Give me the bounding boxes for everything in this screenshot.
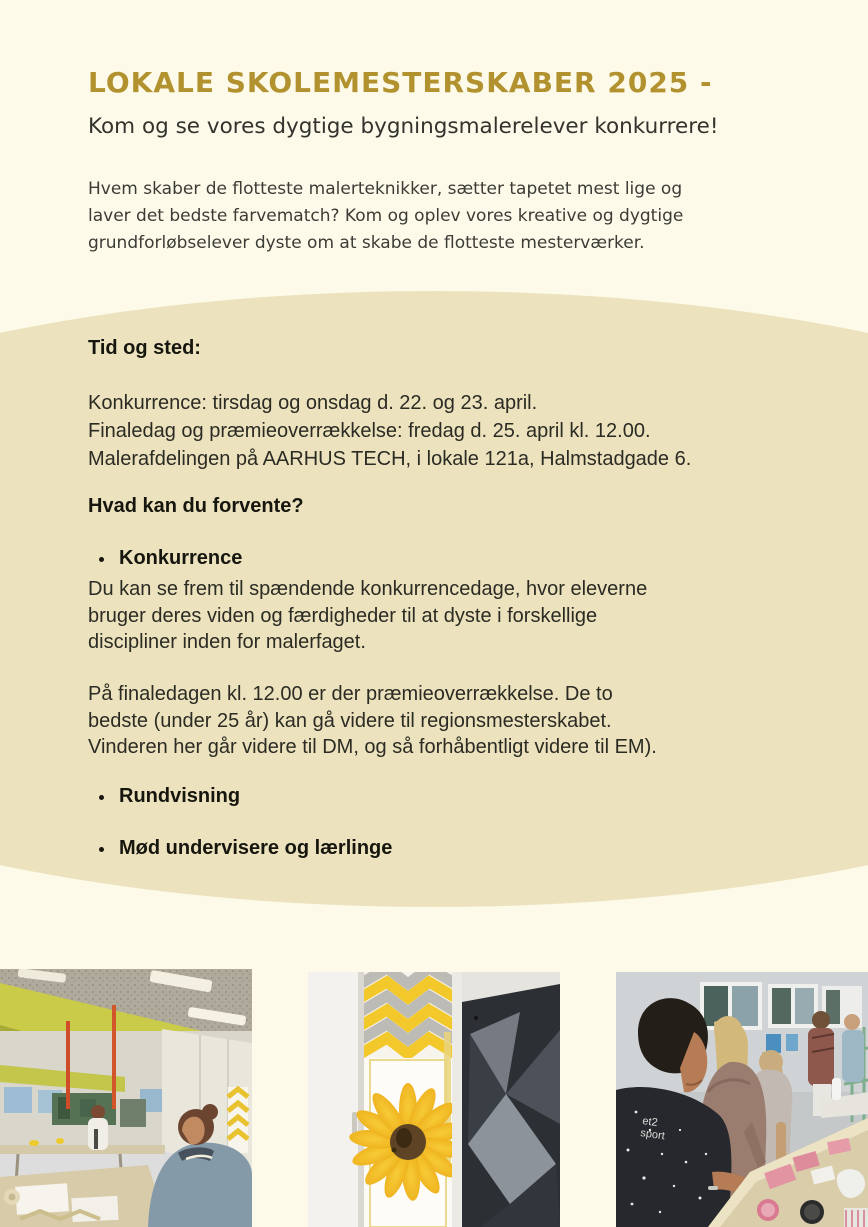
chevron-sunflower-illustration <box>308 972 560 1227</box>
students-working-illustration <box>616 972 868 1227</box>
finale-paragraph <box>88 681 657 761</box>
wall-chevron-sample <box>228 1087 248 1153</box>
paragraph-line: discipliner inden for malerfaget. <box>88 631 366 653</box>
students-color-samples-photo <box>616 972 868 1227</box>
hanging-strap <box>66 1021 70 1109</box>
bullet-dot <box>99 847 104 852</box>
paragraph-line: Du kan se frem til spændende konkurrencedage, hvor eleverne <box>88 578 648 600</box>
bullet-dot <box>99 795 104 800</box>
konkurrence-paragraph <box>88 576 647 656</box>
intro-line: Hvem skaber de flotteste malerteknikker, sætter tapetet mest lige og <box>88 179 683 199</box>
paragraph-line: På finaledagen kl. 12.00 er der præmieoverrækkelse. De to <box>88 683 613 705</box>
workshop-overview-illustration <box>0 969 252 1227</box>
bullet-label: Konkurrence <box>119 547 243 569</box>
geometric-panel <box>452 972 560 1227</box>
intro-line: grundforløbselever dyste om at skabe de flotteste mesterværker. <box>88 233 645 253</box>
workshop-overview-photo <box>0 969 252 1227</box>
chevron-sunflower-photo <box>308 972 560 1227</box>
bullet-moed-undervisere <box>99 837 392 860</box>
bullet-label: Mød undervisere og lærlinge <box>119 837 393 859</box>
schedule-block <box>88 389 691 473</box>
bullet-dot <box>99 557 104 562</box>
intro-paragraph <box>88 176 683 257</box>
paragraph-line: bruger deres viden og færdigheder til at dyste i forskellige <box>88 604 598 627</box>
svg-text:sport: sport <box>639 1127 666 1143</box>
intro-line: laver det bedste farvematch? Kom og oplev vores kreative og dygtige <box>88 206 684 226</box>
schedule-line: Finaledag og præmieoverrækkelse: fredag d. 25. april kl. 12.00. <box>88 420 651 442</box>
paragraph-line: Vinderen her går videre til DM, og så forhåbentligt videre til EM). <box>88 736 657 758</box>
door <box>308 972 362 1227</box>
bullet-label: Rundvisning <box>119 785 241 807</box>
schedule-line: Malerafdelingen på AARHUS TECH, i lokale 121a, Halmstadgade 6. <box>88 448 692 470</box>
time-place-heading: Tid og sted: <box>88 337 201 359</box>
schedule-line: Konkurrence: tirsdag og onsdag d. 22. og 23. april. <box>88 392 538 414</box>
expect-heading: Hvad kan du forvente? <box>88 495 304 517</box>
bullet-konkurrence <box>99 547 242 570</box>
subtitle: Kom og se vores dygtige bygningsmalerelever konkurrere! <box>88 114 719 139</box>
svg-text:et2: et2 <box>641 1115 659 1130</box>
bullet-rundvisning <box>99 785 240 808</box>
page-title: LOKALE SKOLEMESTERSKABER 2025 - <box>88 66 713 99</box>
paragraph-line: bedste (under 25 år) kan gå videre til regionsmesterskabet. <box>88 709 612 732</box>
